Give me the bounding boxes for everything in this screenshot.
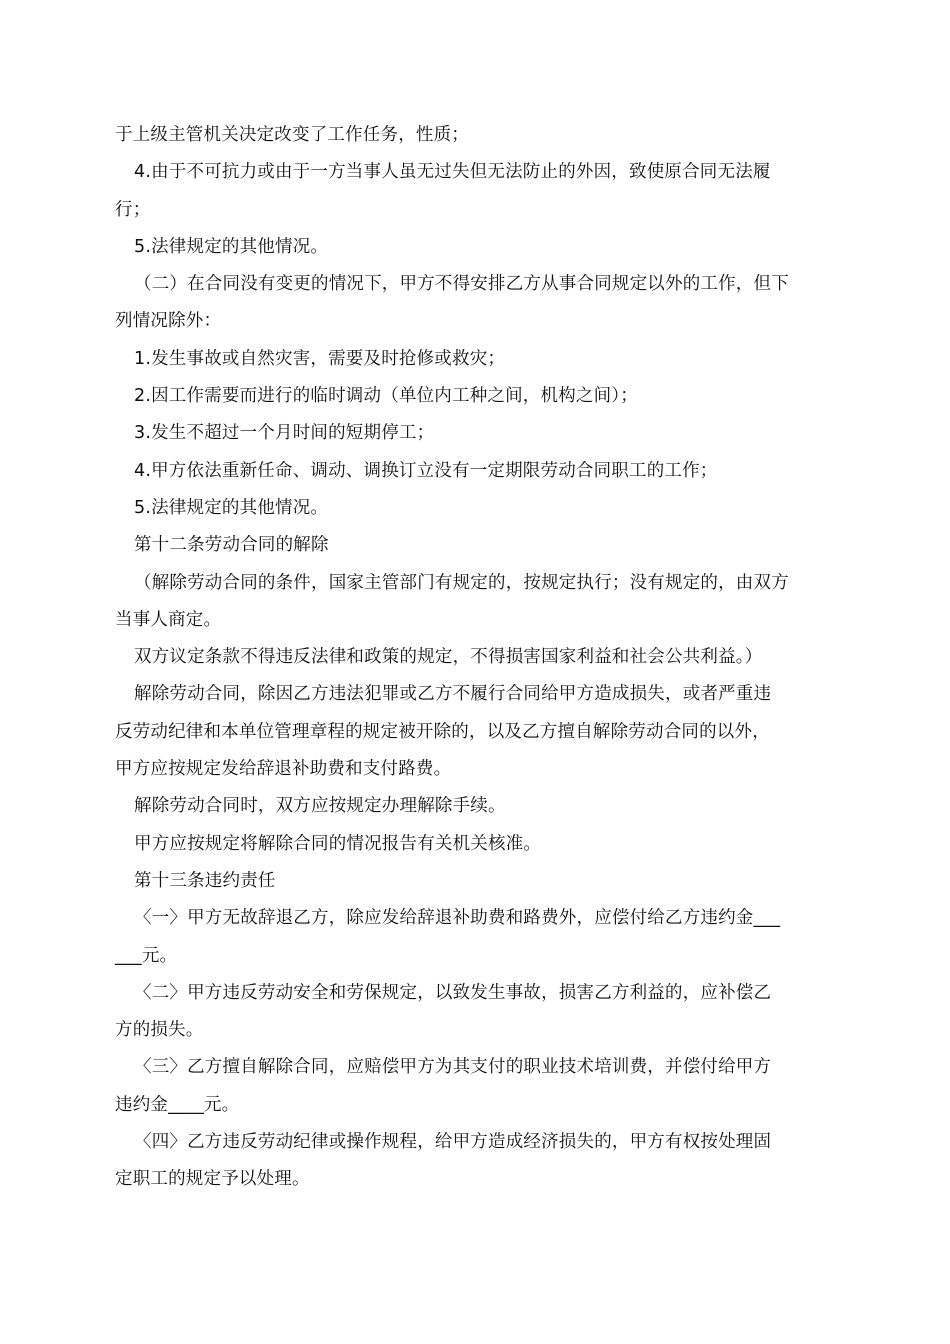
text-line: 第十三条违约责任 bbox=[134, 870, 276, 891]
text-line: 1.发生事故或自然灾害，需要及时抢修或救灾； bbox=[134, 348, 506, 369]
text-line: 〈三〉乙方擅自解除合同，应赔偿甲方为其支付的职业技术培训费，并偿付给甲方 bbox=[134, 1057, 772, 1078]
text-line: 4.由于不可抗力或由于一方当事人虽无过失但无法防止的外因，致使原合同无法履 bbox=[134, 162, 771, 183]
text-line: 2.因工作需要而进行的临时调动（单位内工种之间，机构之间）； bbox=[134, 386, 638, 407]
text-line: （解除劳动合同的条件，国家主管部门有规定的，按规定执行；没有规定的，由双方 bbox=[134, 572, 789, 593]
text-line: 甲方应按规定将解除合同的情况报告有关机关核准。 bbox=[134, 833, 542, 854]
text-line: 行； bbox=[115, 199, 151, 220]
text-line: （二）在合同没有变更的情况下，甲方不得安排乙方从事合同规定以外的工作，但下 bbox=[134, 274, 789, 295]
text-line: 定职工的规定予以处理。 bbox=[115, 1169, 310, 1190]
text-line: 5.法律规定的其他情况。 bbox=[134, 497, 329, 518]
text-line: 〈一〉甲方无故辞退乙方，除应发给辞退补助费和路费外，应偿付给乙方违约金___ bbox=[134, 908, 781, 929]
text-line: 4.甲方依法重新任命、调动、调换订立没有一定期限劳动合同职工的工作； bbox=[134, 460, 718, 481]
text-line: 双方议定条款不得违反法律和政策的规定，不得损害国家利益和社会公共利益。） bbox=[134, 647, 763, 668]
text-line: 解除劳动合同时，双方应按规定办理解除手续。 bbox=[134, 796, 506, 817]
text-line: 反劳动纪律和本单位管理章程的规定被开除的，以及乙方擅自解除劳动合同的以外， bbox=[115, 721, 770, 742]
text-line: 〈四〉乙方违反劳动纪律或操作规程，给甲方造成经济损失的，甲方有权按处理固 bbox=[134, 1132, 772, 1153]
text-line: 列情况除外： bbox=[115, 311, 222, 332]
document-body bbox=[115, 117, 839, 1199]
text-line: 于上级主管机关决定改变了工作任务，性质； bbox=[115, 125, 469, 145]
text-line: 方的损失。 bbox=[115, 1020, 204, 1041]
text-line: 甲方应按规定发给辞退补助费和支付路费。 bbox=[115, 759, 452, 780]
text-line: 5.法律规定的其他情况。 bbox=[134, 236, 329, 257]
text-line: 当事人商定。 bbox=[115, 609, 222, 630]
text-line: 违约金____元。 bbox=[115, 1094, 240, 1115]
text-line: 第十二条劳动合同的解除 bbox=[134, 535, 329, 556]
text-line: 3.发生不超过一个月时间的短期停工； bbox=[134, 423, 435, 444]
text-line: ___元。 bbox=[115, 945, 178, 966]
text-line: 解除劳动合同，除因乙方违法犯罪或乙方不履行合同给甲方造成损失，或者严重违 bbox=[134, 684, 772, 705]
text-line: 〈二〉甲方违反劳动安全和劳保规定，以致发生事故，损害乙方利益的，应补偿乙 bbox=[134, 982, 772, 1003]
